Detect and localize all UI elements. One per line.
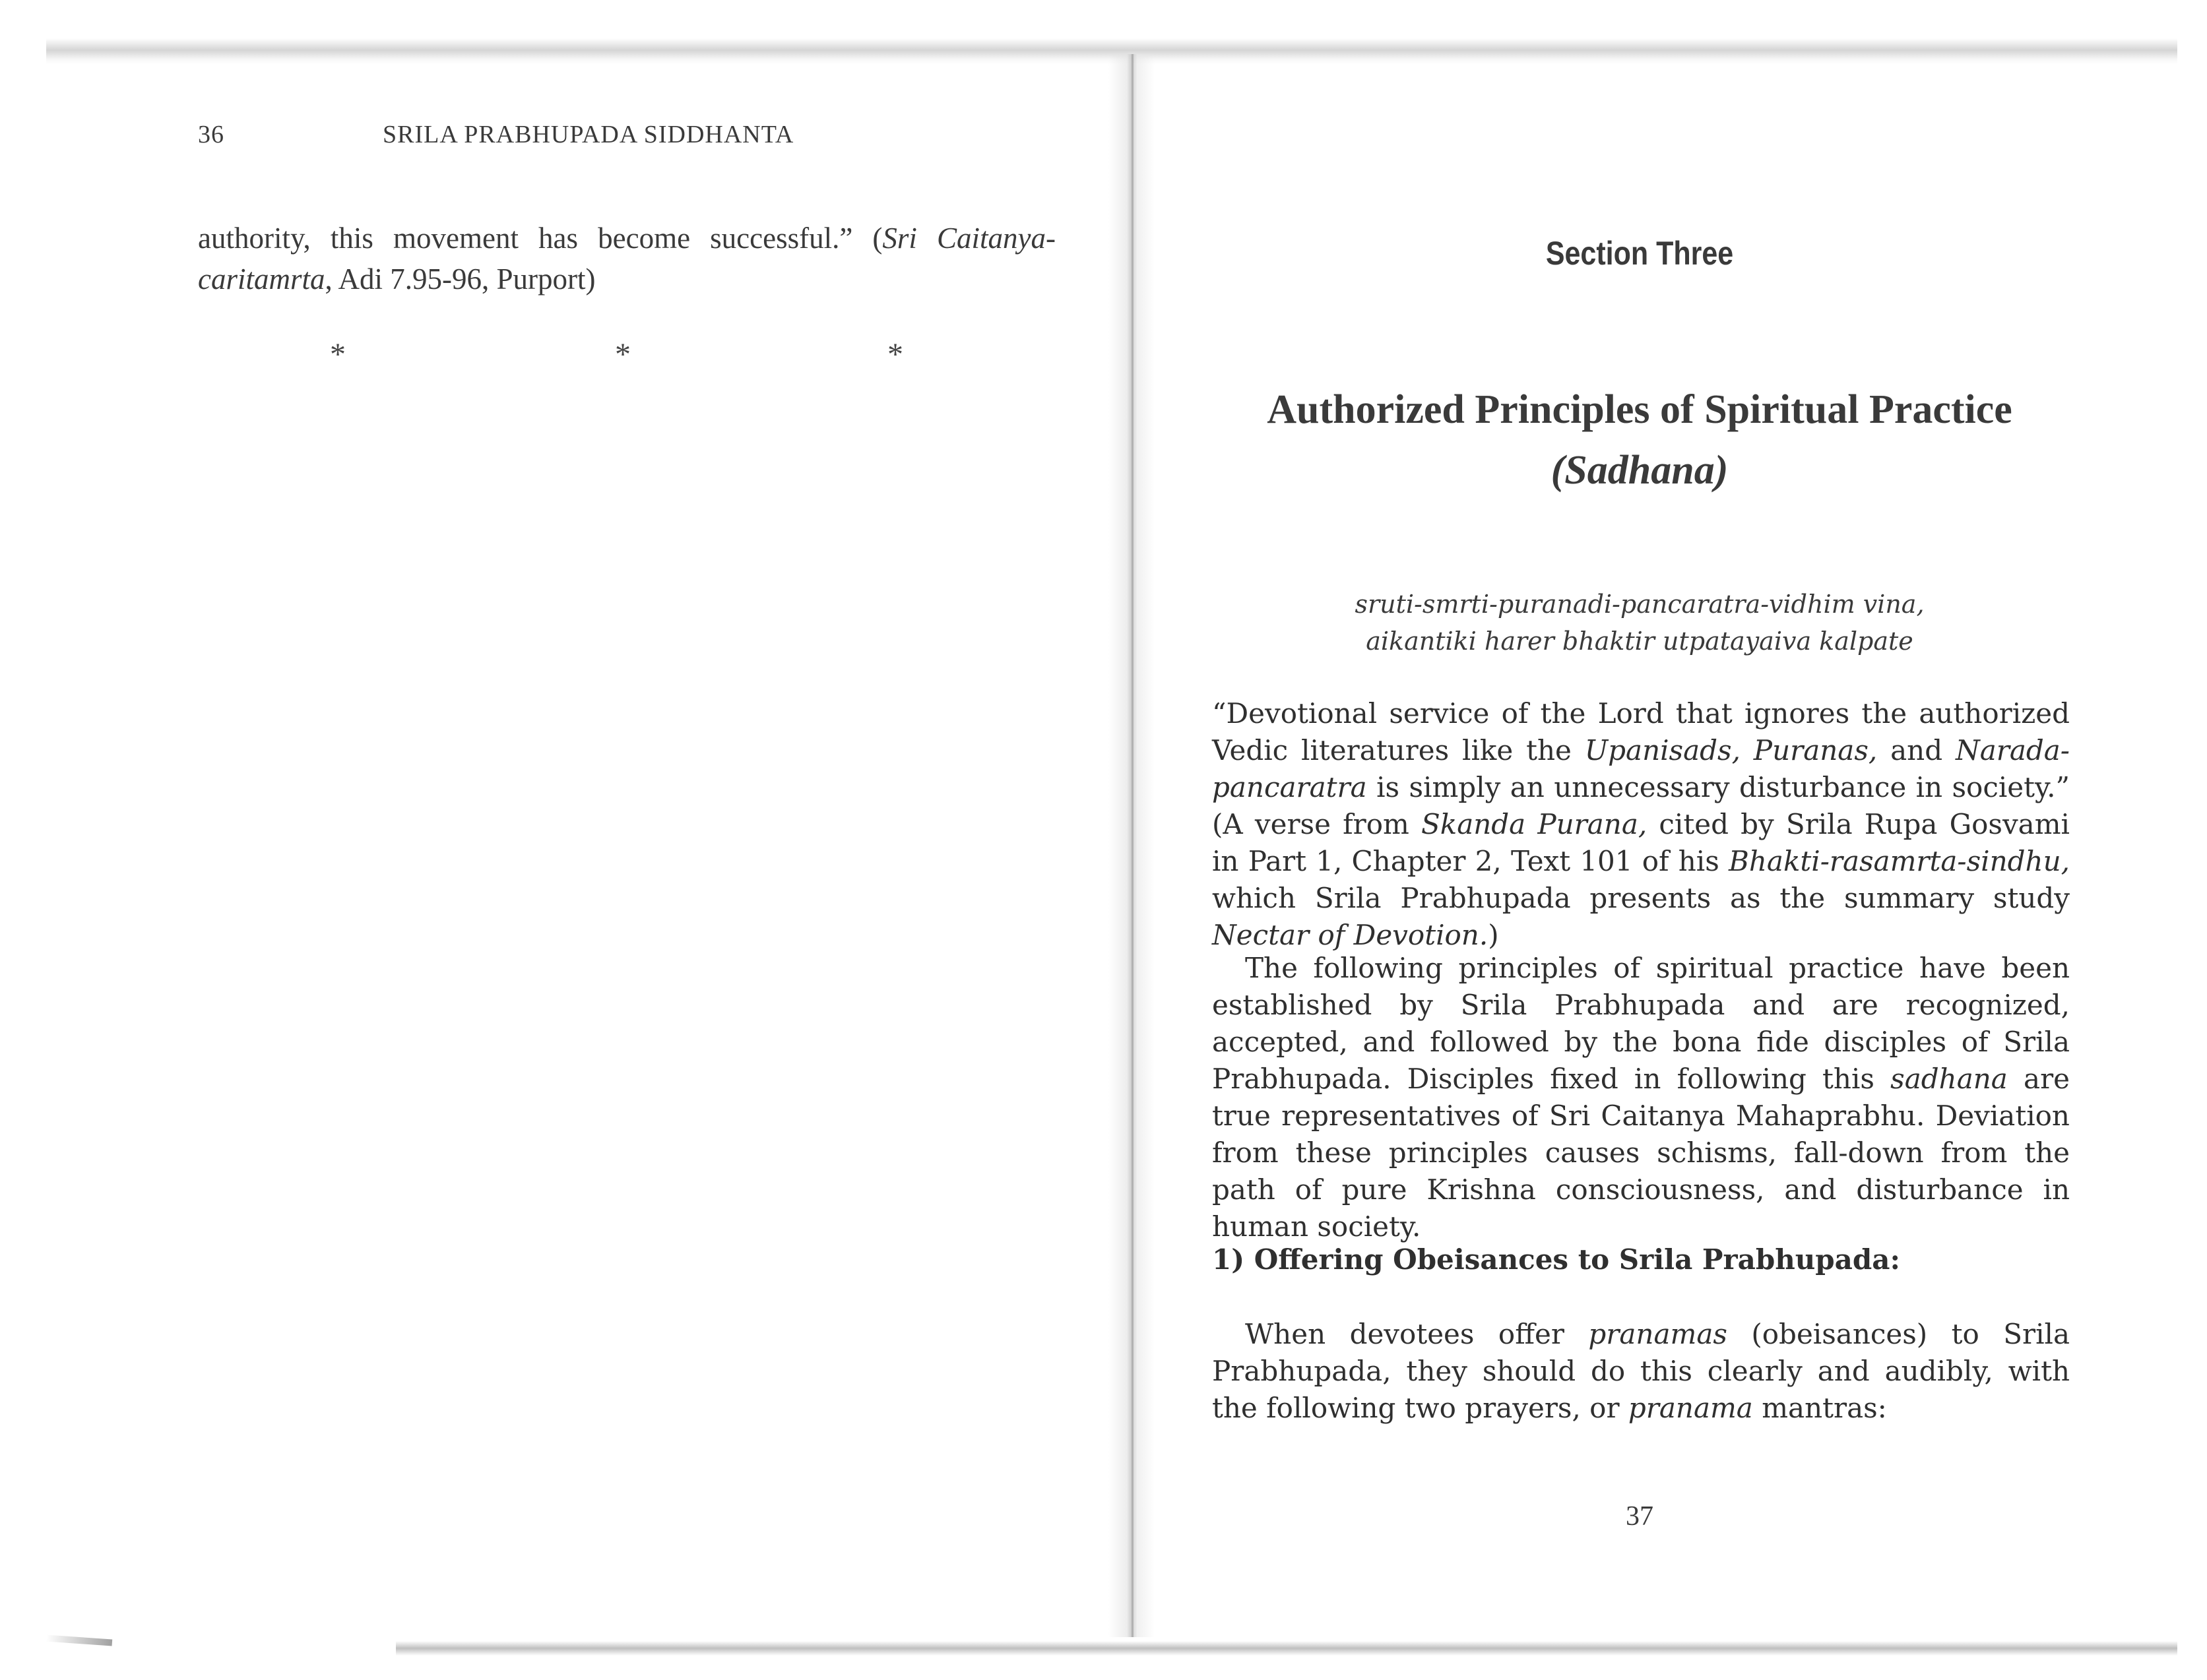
italic-term: Nectar of Devotion.: [1212, 919, 1488, 951]
italic-term: sadhana: [1890, 1063, 2008, 1095]
text-segment: When devotees offer: [1245, 1318, 1589, 1350]
subsection-heading: 1) Offering Obeisances to Srila Prabhupada:: [1212, 1243, 1900, 1276]
italic-term: Narada-pancaratra: [1212, 734, 2070, 803]
verse-line: sruti-smrti-puranadi-pancaratra-vidhim vina,: [1355, 590, 1925, 619]
section-break-asterisk: *: [330, 337, 346, 372]
section-break-asterisk: *: [615, 337, 631, 372]
text-segment: authority, this movement has become successful.” (: [198, 222, 883, 255]
italic-term: Bhakti-rasamrta-sindhu,: [1728, 845, 2070, 877]
chapter-title-main: Authorized Principles of Spiritual Practice: [1267, 387, 2012, 432]
italic-term: Skanda Purana,: [1421, 808, 1647, 840]
text-segment: ): [1488, 919, 1499, 951]
sanskrit-verse: [1211, 586, 2068, 660]
chapter-title: [1211, 379, 2068, 501]
chapter-subtitle: (Sadhana): [1551, 448, 1729, 493]
left-running-head: [198, 120, 794, 149]
text-segment: (obeisances) to Srila Prabhupada, they should do this clearly and audibly, with the following two prayers, or: [1212, 1318, 2070, 1424]
text-segment: , Adi 7.95-96, Purport): [325, 263, 596, 296]
text-segment: mantras:: [1752, 1392, 1887, 1424]
italic-term: pranama: [1628, 1392, 1753, 1424]
section-label: Section Three: [1545, 235, 1734, 272]
italic-term: pranamas: [1588, 1318, 1727, 1350]
left-page-number: 36: [198, 121, 224, 148]
text-segment: which Srila Prabhupada presents as the summary study: [1212, 882, 2070, 914]
right-page-number: 37: [1626, 1501, 1653, 1532]
section-break-asterisk: *: [887, 337, 903, 372]
text-segment: is simply an unnecessary disturbance in society.” (A verse from: [1212, 771, 2070, 840]
text-segment: “Devotional service of the Lord that ignores the authorized Vedic literatures like the: [1212, 697, 2070, 766]
text-segment: The following principles of spiritual practice have been established by Srila Prabhupada and are recognized, accepted, and followed by the bona fide disciples of Srila Prabhupada. Disciples fixed in following this: [1212, 952, 2070, 1095]
paragraph-verse-translation: [1212, 695, 2070, 954]
text-segment: and: [1877, 734, 1956, 766]
gutter-fold-line: [1132, 54, 1134, 1637]
paragraph-obeisances: [1212, 1316, 2070, 1427]
paragraph-principles-intro: [1212, 950, 2070, 1245]
verse-line: aikantiki harer bhaktir utpatayaiva kalpate: [1366, 627, 1913, 656]
page-bottom-edge-shadow: [396, 1641, 2177, 1656]
running-head-title: SRILA PRABHUPADA SIDDHANTA: [383, 121, 794, 148]
source-title: Sri Caitanya-caritamrta: [198, 222, 1056, 296]
text-segment: are true representatives of Sri Caitanya Mahaprabhu. Deviation from these principles causes schisms, fall-down from the path of pure Krishna consciousness, and disturbance in human society.: [1212, 1063, 2070, 1243]
page-corner-shadow: [46, 1635, 112, 1646]
left-page-text: [198, 218, 1056, 299]
text-segment: cited by Srila Rupa Gosvami in Part 1, Chapter 2, Text 101 of his: [1212, 808, 2070, 877]
italic-term: Upanisads, Puranas,: [1584, 734, 1878, 766]
